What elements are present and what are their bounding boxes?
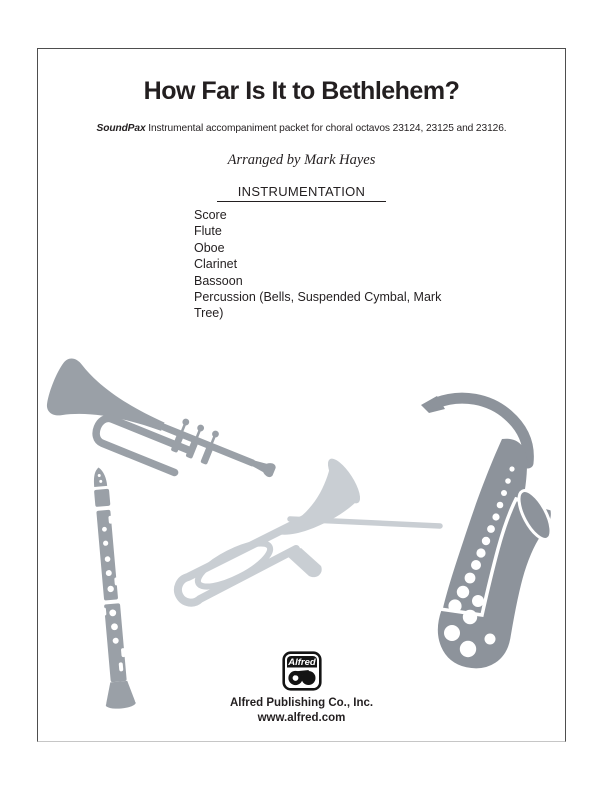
arranger-credit: Arranged by Mark Hayes — [227, 152, 376, 168]
website-url: www.alfred.com — [257, 712, 346, 724]
saxophone-silhouette — [421, 396, 557, 670]
list-item: Clarinet — [194, 257, 238, 272]
cover-page — [37, 48, 566, 742]
trumpet-silhouette — [39, 355, 285, 507]
instrument-artwork — [38, 49, 567, 743]
list-item: Oboe — [194, 240, 225, 255]
alfred-logo — [282, 651, 322, 691]
alfred-logo-text: Alfred — [287, 657, 316, 668]
list-item: Score — [194, 208, 227, 222]
trombone-silhouette — [178, 454, 440, 602]
list-item: Percussion (Bells, Suspended Cymbal, Mark Tree) — [194, 290, 442, 321]
clarinet-silhouette — [85, 466, 136, 710]
page-title: How Far Is It to Bethlehem? — [143, 77, 460, 105]
list-item: Flute — [194, 224, 222, 239]
soundpax-brand: SoundPax — [96, 123, 146, 134]
subtitle-text: Instrumental accompaniment packet for choral octavos 23124, 23125 and 23126. — [145, 123, 507, 134]
list-item: Bassoon — [194, 273, 243, 288]
publisher-name: Alfred Publishing Co., Inc. — [229, 697, 374, 709]
instrumentation-heading: INSTRUMENTATION — [38, 184, 565, 202]
